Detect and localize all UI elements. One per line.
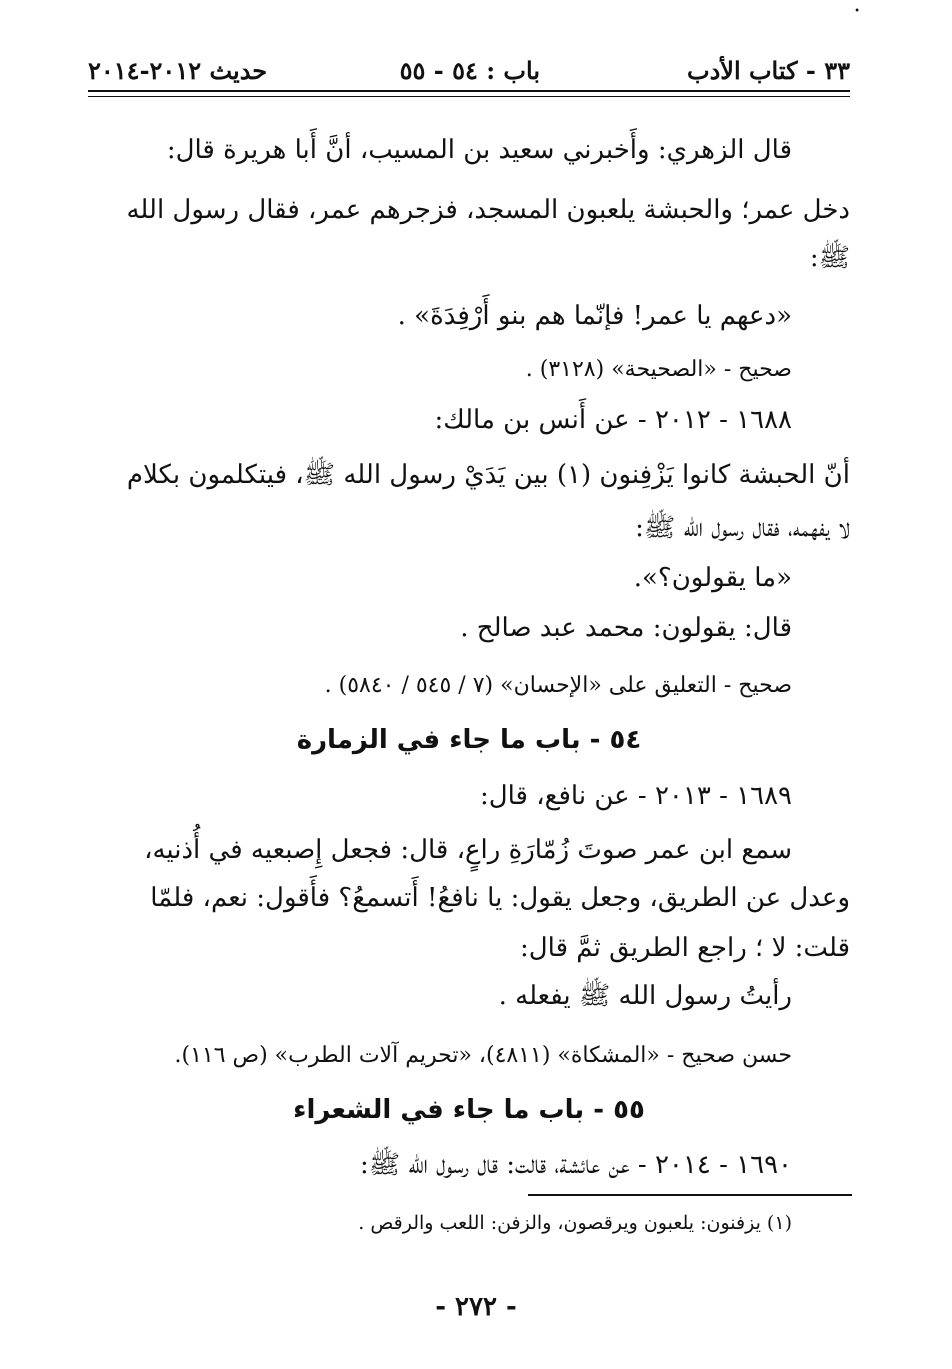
text-line: قال الزهري: وأَخبرني سعيد بن المسيب، أنَّ أَبا هريرة قال: [166,135,792,165]
text-line: قلت: لا ؛ راجع الطريق ثمَّ قال: [520,933,850,963]
text-line: قال: يقولون: محمد عبد صالح . [460,613,792,643]
chapter-heading: ٥٥ - باب ما جاء في الشعراء [293,1095,645,1125]
text-line: وعدل عن الطريق، وجعل يقول: يا نافعُ! أَتسمعُ؟ فأَقول: نعم، فلمّا [150,883,850,913]
quote-line: «دعهم يا عمر! فإنّما هم بنو أَرْفِدَةَ» . [397,301,792,331]
hadith-number-line: ١٦٩٠ - ٢٠١٤ - عن عائشة، قالت: قال رسول الله ﷺ: [360,1150,792,1180]
chapter-heading: ٥٤ - باب ما جاء في الزمارة [296,725,642,755]
text-line: أنّ الحبشة كانوا يَزْفِنون (١) بين يَدَيْ رسول الله ﷺ، فيتكلمون بكلام [126,460,850,490]
corner-mark: • [854,6,860,17]
text-line: ﷺ: [809,243,850,273]
hadith-number-line: ١٦٨٩ - ٢٠١٣ - عن نافع، قال: [479,781,792,811]
grading-line: حسن صحيح - «المشكاة» (٤٨١١)، «تحريم آلات الطرب» (ص ١١٦). [174,1043,792,1068]
page-header [88,52,850,92]
header-hadith-range: حديث ٢٠١٢-٢٠١٤ [88,56,268,85]
header-book-title: ٣٣ - كتاب الأدب [686,56,850,85]
text-line: لا يفهمه، فقال رسول الله ﷺ: [635,513,850,543]
text-line: دخل عمر؛ والحبشة يلعبون المسجد، فزجرهم عمر، فقال رسول الله [126,195,850,225]
header-rule-thin [88,96,850,97]
hadith-number-line: ١٦٨٨ - ٢٠١٢ - عن أَنس بن مالك: [434,405,792,435]
quote-line: «ما يقولون؟». [633,563,792,593]
page-number: - ٢٧٢ - [435,1292,517,1322]
footnote: (١) يزفنون: يلعبون ويرقصون، والزفن: اللعب والرقص . [358,1212,792,1234]
grading-line: صحيح - «الصحيحة» (٣١٢٨) . [525,357,792,382]
quote-line: رأيتُ رسول الله ﷺ يفعله . [498,981,792,1011]
text-line: سمع ابن عمر صوتَ زُمّارَةِ راعٍ، قال: فجعل إِصبعيه في أُذنيه، [144,835,792,865]
grading-line: صحيح - التعليق على «الإحسان» (٧ / ٥٤٥ / ٥٨٤٠) . [324,673,792,698]
header-rule-thick [88,90,850,92]
header-chapter-range: باب : ٥٤ - ٥٥ [399,56,540,85]
footnote-rule [528,1194,852,1196]
